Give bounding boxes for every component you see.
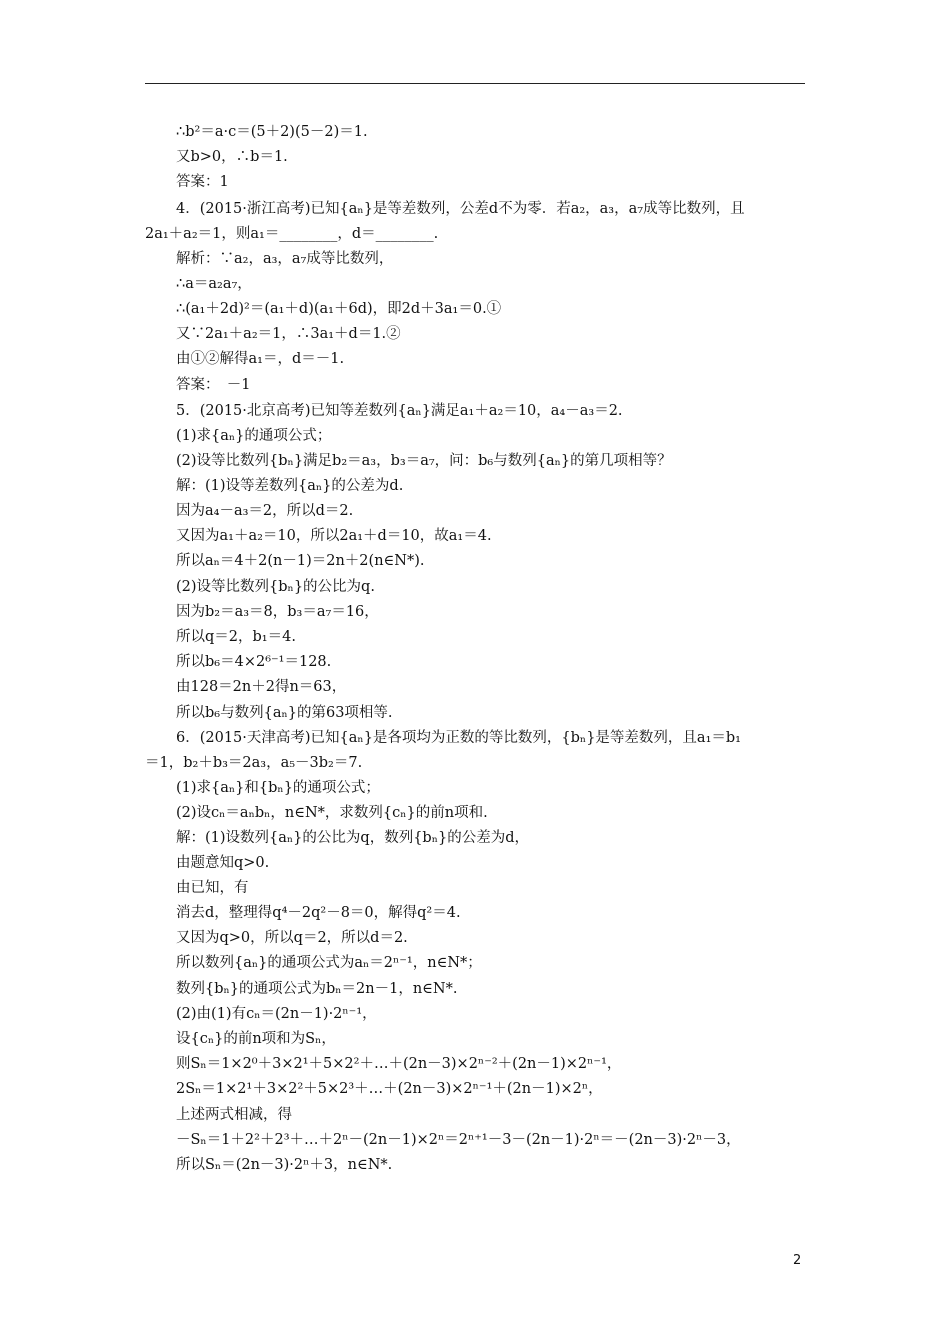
text-line: 因为b₂＝a₃＝8，b₃＝a₇＝16， xyxy=(176,604,379,620)
text-line: 消去d，整理得q⁴－2q²－8＝0，解得q²＝4. xyxy=(176,905,461,921)
text-line: ∴a＝a₂a₇， xyxy=(176,276,252,292)
text-line: 又因为q>0，所以q＝2，所以d＝2. xyxy=(176,930,408,946)
text-line: 由已知，有 xyxy=(176,880,249,896)
text-line: 又b>0，∴b＝1. xyxy=(176,149,288,165)
text-line: 上述两式相减，得 xyxy=(176,1107,292,1123)
text-line: ∴(a₁＋2d)²＝(a₁＋d)(a₁＋6d)，即2d＋3a₁＝0.① xyxy=(176,301,502,317)
text-line: 由128＝2n＋2得n＝63， xyxy=(176,679,347,695)
text-line: 答案： －1 xyxy=(176,377,251,393)
text-line: ＝1，b₂＋b₃＝2a₃，a₅－3b₂＝7. xyxy=(145,755,363,771)
text-line: 2Sₙ＝1×2¹＋3×2²＋5×2³＋…＋(2n－3)×2ⁿ⁻¹＋(2n－1)×2ⁿ， xyxy=(176,1081,603,1097)
text-line: 5．(2015·北京高考)已知等差数列{aₙ}满足a₁＋a₂＝10，a₄－a₃＝2. xyxy=(176,403,623,419)
text-line: 解析：∵a₂，a₃，a₇成等比数列， xyxy=(176,251,394,267)
text-line: 又因为a₁＋a₂＝10，所以2a₁＋d＝10，故a₁＝4. xyxy=(176,528,492,544)
text-line: 又∵2a₁＋a₂＝1，∴3a₁＋d＝1.② xyxy=(176,326,401,342)
text-line: 所以数列{aₙ}的通项公式为aₙ＝2ⁿ⁻¹，n∈N*； xyxy=(176,955,482,971)
text-line: 则Sₙ＝1×2⁰＋3×2¹＋5×2²＋…＋(2n－3)×2ⁿ⁻²＋(2n－1)×2ⁿ⁻¹， xyxy=(176,1056,622,1072)
text-line: 6．(2015·天津高考)已知{aₙ}是各项均为正数的等比数列，{bₙ}是等差数列，且a₁＝b₁ xyxy=(176,730,741,746)
text-line: 由题意知q>0. xyxy=(176,855,270,871)
text-line: 数列{bₙ}的通项公式为bₙ＝2n－1，n∈N*. xyxy=(176,981,458,997)
text-line: －Sₙ＝1＋2²＋2³＋…＋2ⁿ－(2n－1)×2ⁿ＝2ⁿ⁺¹－3－(2n－1)·2ⁿ＝－(2n－3)·2ⁿ－3， xyxy=(176,1132,741,1148)
text-line: 所以b₆＝4×2⁶⁻¹＝128. xyxy=(176,654,332,670)
text-line: 所以aₙ＝4＋2(n－1)＝2n＋2(n∈N*). xyxy=(176,553,425,569)
text-line: (1)求{aₙ}和{bₙ}的通项公式； xyxy=(176,780,380,796)
text-line: 所以Sₙ＝(2n－3)·2ⁿ＋3，n∈N*. xyxy=(176,1157,393,1173)
text-line: 2a₁＋a₂＝1，则a₁＝________，d＝________. xyxy=(145,226,439,242)
text-line: (2)设等比数列{bₙ}满足b₂＝a₃，b₃＝a₇，问：b₆与数列{aₙ}的第几项相等？ xyxy=(176,453,672,469)
text-line: 答案：1 xyxy=(176,174,229,190)
text-line: (1)求{aₙ}的通项公式； xyxy=(176,428,332,444)
text-line: (2)由(1)有cₙ＝(2n－1)·2ⁿ⁻¹， xyxy=(176,1006,377,1022)
text-line: (2)设等比数列{bₙ}的公比为q. xyxy=(176,579,375,595)
text-line: 所以b₆与数列{aₙ}的第63项相等. xyxy=(176,705,393,721)
text-line: 设{cₙ}的前n项和为Sₙ， xyxy=(176,1031,336,1047)
text-line: 解：(1)设数列{aₙ}的公比为q，数列{bₙ}的公差为d， xyxy=(176,830,529,846)
text-line: ∴b²＝a·c＝(5＋2)(5－2)＝1. xyxy=(176,124,368,140)
text-line: (2)设cₙ＝aₙbₙ，n∈N*，求数列{cₙ}的前n项和. xyxy=(176,805,488,821)
page-number: 2 xyxy=(793,1253,802,1268)
text-line: 所以q＝2，b₁＝4. xyxy=(176,629,296,645)
text-line: 解：(1)设等差数列{aₙ}的公差为d. xyxy=(176,478,404,494)
text-line: 由①②解得a₁＝，d＝－1. xyxy=(176,351,345,367)
text-line: 4．(2015·浙江高考)已知{aₙ}是等差数列，公差d不为零．若a₂，a₃，a₇成等比数列，且 xyxy=(176,201,745,217)
text-line: 因为a₄－a₃＝2，所以d＝2. xyxy=(176,503,354,519)
